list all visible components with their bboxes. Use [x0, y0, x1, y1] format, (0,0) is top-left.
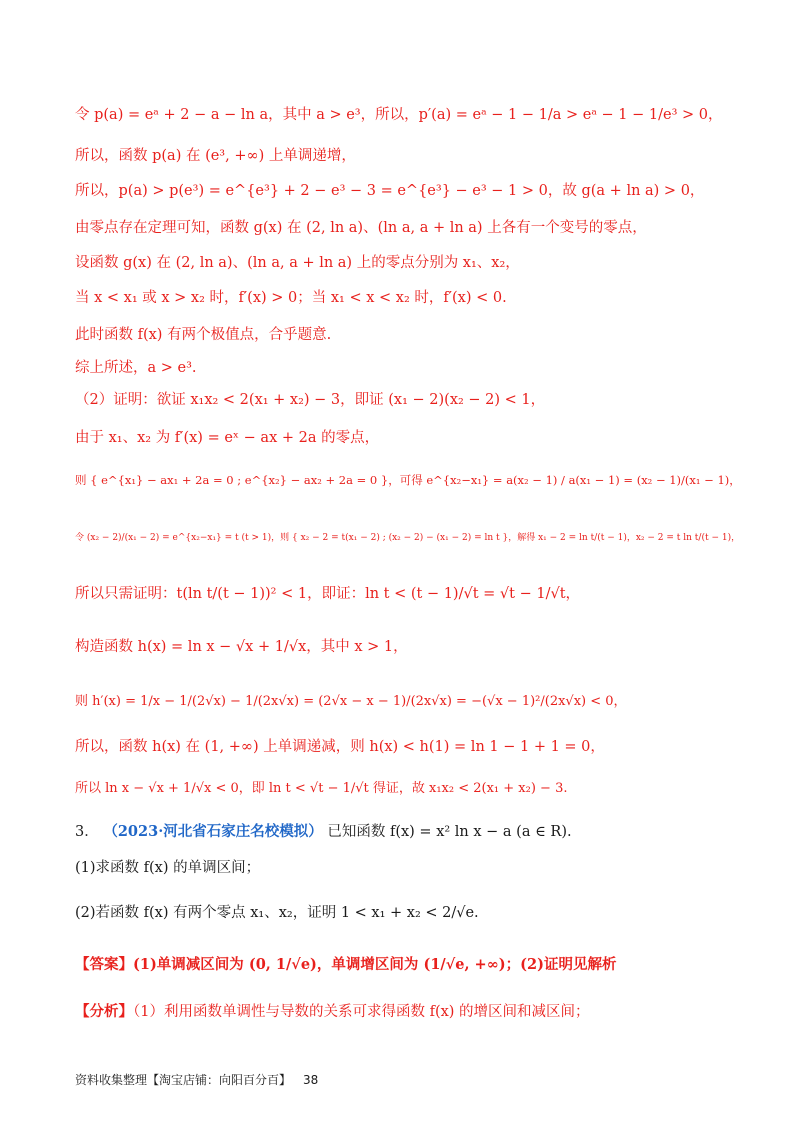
solution-line: 当 x < x₁ 或 x > x₂ 时，f′(x) > 0；当 x₁ < x < x₂ 时，f′(x) < 0. — [75, 290, 507, 306]
problem-part1: (1)求函数 f(x) 的单调区间； — [75, 860, 261, 876]
solution-line: 令 p(a) = eᵃ + 2 − a − ln a，其中 a > e³，所以，p′(a) = eᵃ − 1 − 1/a > eᵃ − 1 − 1/e³ > 0， — [75, 107, 723, 123]
analysis-line — [75, 1002, 760, 1022]
solution-line: 此时函数 f(x) 有两个极值点，合乎题意. — [75, 327, 332, 343]
solution-line: 所以，p(a) > p(e³) = e^{e³} + 2 − e³ − 3 = e^{e³} − e³ − 1 > 0，故 g(a + ln a) > 0， — [75, 183, 705, 199]
problem-number: 3． — [75, 824, 99, 840]
analysis-tag: 【分析】 — [75, 1003, 133, 1020]
solution-line: 所以 ln x − √x + 1/√x < 0，即 ln t < √t − 1/√t 得证，故 x₁x₂ < 2(x₁ + x₂) − 3. — [75, 781, 568, 796]
page-number: 38 — [303, 1073, 319, 1087]
analysis-text: （1）利用函数单调性与导数的关系可求得函数 f(x) 的增区间和减区间； — [133, 1004, 590, 1020]
problem-source: （2023·河北省石家庄名校模拟） — [103, 823, 323, 840]
solution-line: 所以，函数 h(x) 在 (1, +∞) 上单调递减，则 h(x) < h(1) = ln 1 − 1 + 1 = 0， — [75, 739, 605, 755]
problem-part2: (2)若函数 f(x) 有两个零点 x₁、x₂，证明 1 < x₁ + x₂ < 2/√e. — [75, 905, 479, 921]
solution-line: 由零点存在定理可知，函数 g(x) 在 (2, ln a)、(ln a, a + ln a) 上各有一个变号的零点， — [75, 220, 647, 236]
solution-line: 所以只需证明：t(ln t/(t − 1))² < 1，即证：ln t < (t − 1)/√t = √t − 1/√t， — [75, 586, 581, 602]
solution-line: 则 { e^{x₁} − ax₁ + 2a = 0 ; e^{x₂} − ax₂ + 2a = 0 }，可得 e^{x₂−x₁} = a(x₂ − 1) / a(x₁ − 1) = (x₂ − 1)/(x₁ − 1)， — [75, 473, 741, 487]
problem-stem-line — [75, 822, 760, 842]
solution-line: 令 (x₂ − 2)/(x₁ − 2) = e^{x₂−x₁} = t (t > 1)，则 { x₂ − 2 = t(x₁ − 2) ; (x₂ − 2) − (x₁ − 2) = ln t }，解得 x₁ − 2 = ln t/(t − 1)，x₂ − 2 = t ln t/(t − 1)， — [75, 533, 741, 543]
page-footer — [75, 1071, 318, 1088]
answer-line — [75, 955, 760, 975]
solution-line: 综上所述，a > e³. — [75, 360, 197, 376]
solution-line: 设函数 g(x) 在 (2, ln a)、(ln a, a + ln a) 上的零点分别为 x₁、x₂， — [75, 255, 520, 271]
answer-text: (1)单调减区间为 (0, 1/√e)，单调增区间为 (1/√e, +∞)；(2)证明见解析 — [133, 956, 617, 973]
solution-line: 所以，函数 p(a) 在 (e³, +∞) 上单调递增， — [75, 148, 356, 164]
solution-line: （2）证明：欲证 x₁x₂ < 2(x₁ + x₂) − 3，即证 (x₁ − 2)(x₂ − 2) < 1， — [75, 392, 546, 408]
solution-line: 构造函数 h(x) = ln x − √x + 1/√x，其中 x > 1， — [75, 639, 408, 655]
footer-source: 资料收集整理【淘宝店铺：向阳百分百】 — [75, 1073, 292, 1087]
solution-line: 由于 x₁、x₂ 为 f′(x) = eˣ − ax + 2a 的零点， — [75, 430, 380, 446]
solution-line: 则 h′(x) = 1/x − 1/(2√x) − 1/(2x√x) = (2√x − x − 1)/(2x√x) = −(√x − 1)²/(2x√x) < 0， — [75, 694, 627, 709]
problem-stem: 已知函数 f(x) = x² ln x − a (a ∈ R). — [327, 824, 572, 840]
answer-tag: 【答案】 — [75, 956, 133, 973]
